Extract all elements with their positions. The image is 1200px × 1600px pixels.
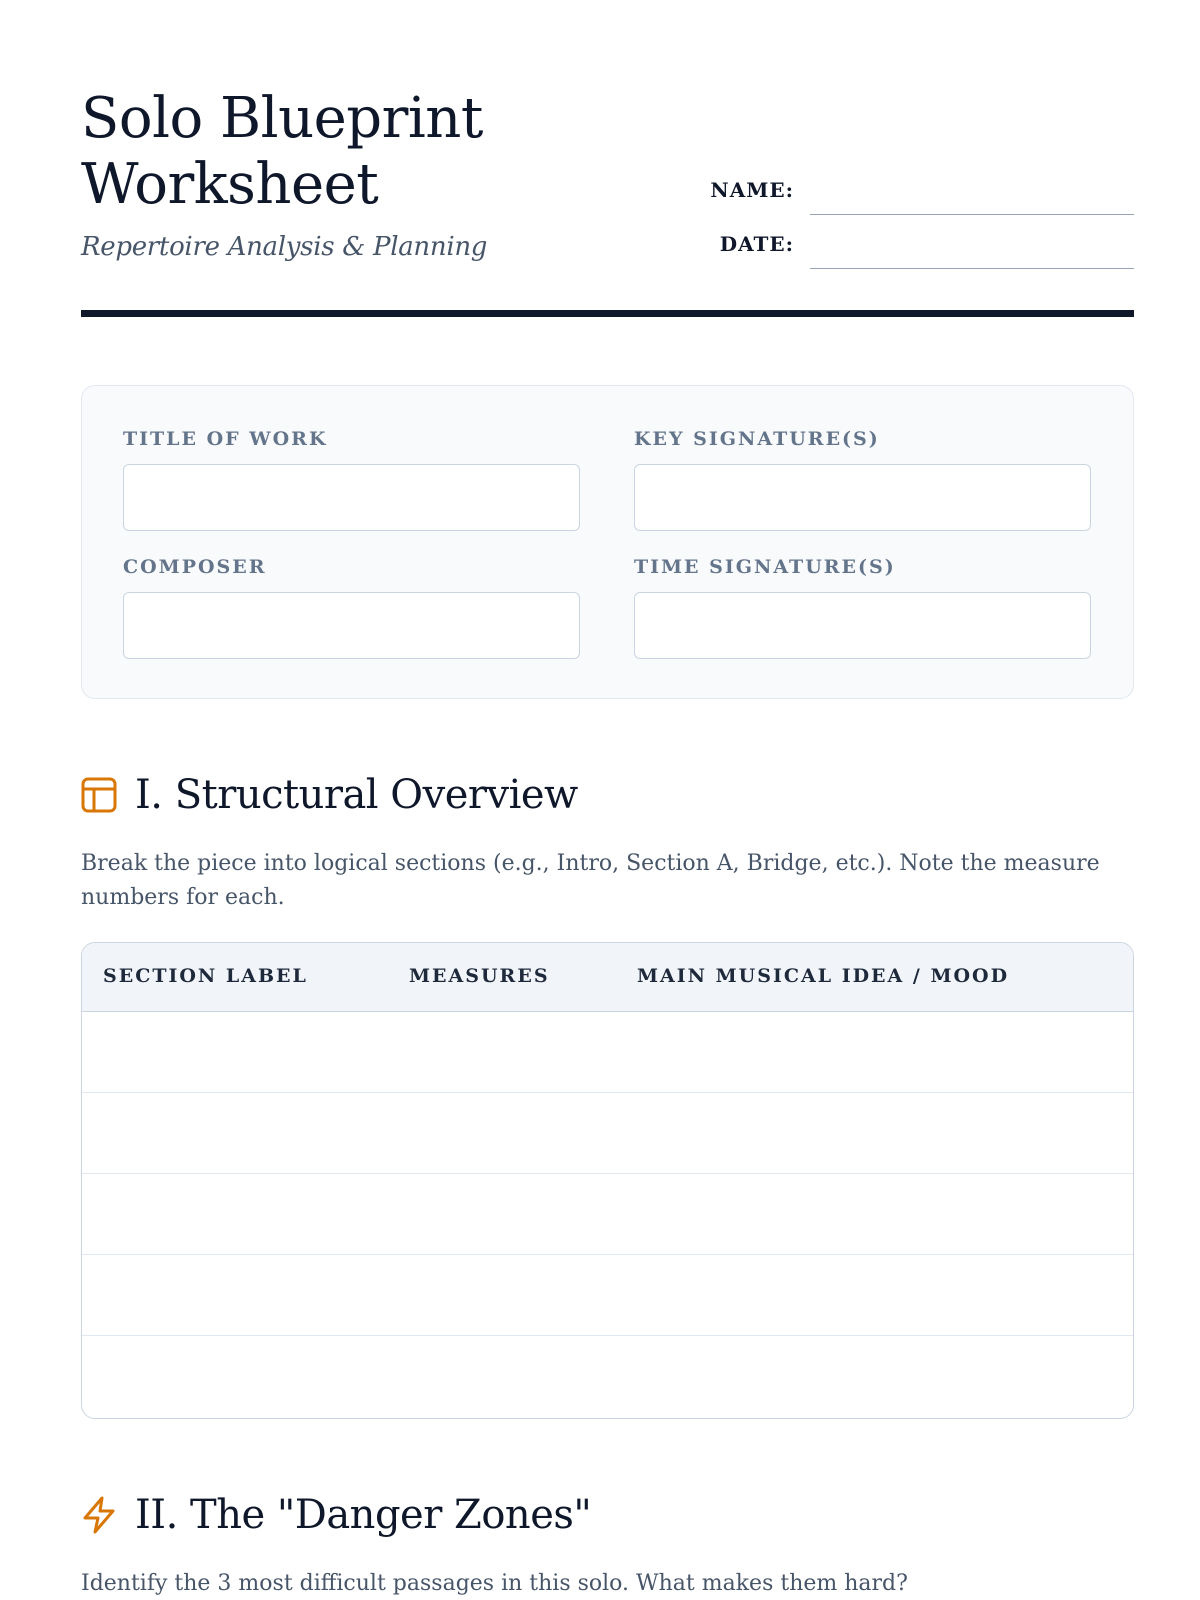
time-signature-group xyxy=(634,556,1091,659)
column-measures: MEASURES xyxy=(409,965,550,987)
composer-label: COMPOSER xyxy=(123,556,267,578)
key-signature-group xyxy=(634,428,1091,531)
date-field[interactable] xyxy=(810,268,1134,269)
worksheet-page xyxy=(81,0,1134,1596)
header-divider xyxy=(81,310,1134,317)
table-row[interactable] xyxy=(82,1012,1133,1093)
date-row xyxy=(681,230,1134,270)
table-header xyxy=(82,943,1133,1012)
key-signature-label: KEY SIGNATURE(S) xyxy=(634,428,880,450)
table-row[interactable] xyxy=(82,1174,1133,1255)
title-line-2: Worksheet xyxy=(81,152,379,217)
section-2-heading xyxy=(81,1490,591,1540)
column-main-idea: MAIN MUSICAL IDEA / MOOD xyxy=(637,965,1010,987)
section-1-description: Break the piece into logical sections (e.g., Intro, Section A, Bridge, etc.). Note the measure numbers for each. xyxy=(81,851,1100,910)
table-row[interactable] xyxy=(82,1255,1133,1336)
page-subtitle: Repertoire Analysis & Planning xyxy=(81,232,488,262)
composer-group xyxy=(123,556,580,659)
title-of-work-field[interactable] xyxy=(123,464,580,531)
name-row xyxy=(681,176,1134,216)
worksheet-header xyxy=(81,0,1134,318)
section-2-title: II. The "Danger Zones" xyxy=(135,1492,592,1538)
lightning-icon xyxy=(81,1496,119,1534)
table-row[interactable] xyxy=(82,1093,1133,1174)
column-section-label: SECTION LABEL xyxy=(103,965,308,987)
name-label: NAME: xyxy=(710,178,794,202)
time-signature-label: TIME SIGNATURE(S) xyxy=(634,556,896,578)
section-2-description: Identify the 3 most difficult passages in this solo. What makes them hard? xyxy=(81,1571,908,1596)
piece-info-panel xyxy=(81,385,1134,699)
table-row[interactable] xyxy=(82,1336,1133,1417)
composer-field[interactable] xyxy=(123,592,580,659)
title-line-1: Solo Blueprint xyxy=(81,86,483,151)
title-of-work-label: TITLE OF WORK xyxy=(123,428,328,450)
title-of-work-group xyxy=(123,428,580,531)
structure-table xyxy=(81,942,1134,1419)
name-field[interactable] xyxy=(810,214,1134,215)
date-label: DATE: xyxy=(719,232,794,256)
key-signature-field[interactable] xyxy=(634,464,1091,531)
section-1-heading xyxy=(81,770,578,820)
time-signature-field[interactable] xyxy=(634,592,1091,659)
page-title xyxy=(81,86,483,218)
section-1-title: I. Structural Overview xyxy=(135,772,578,818)
layout-icon xyxy=(81,776,119,814)
